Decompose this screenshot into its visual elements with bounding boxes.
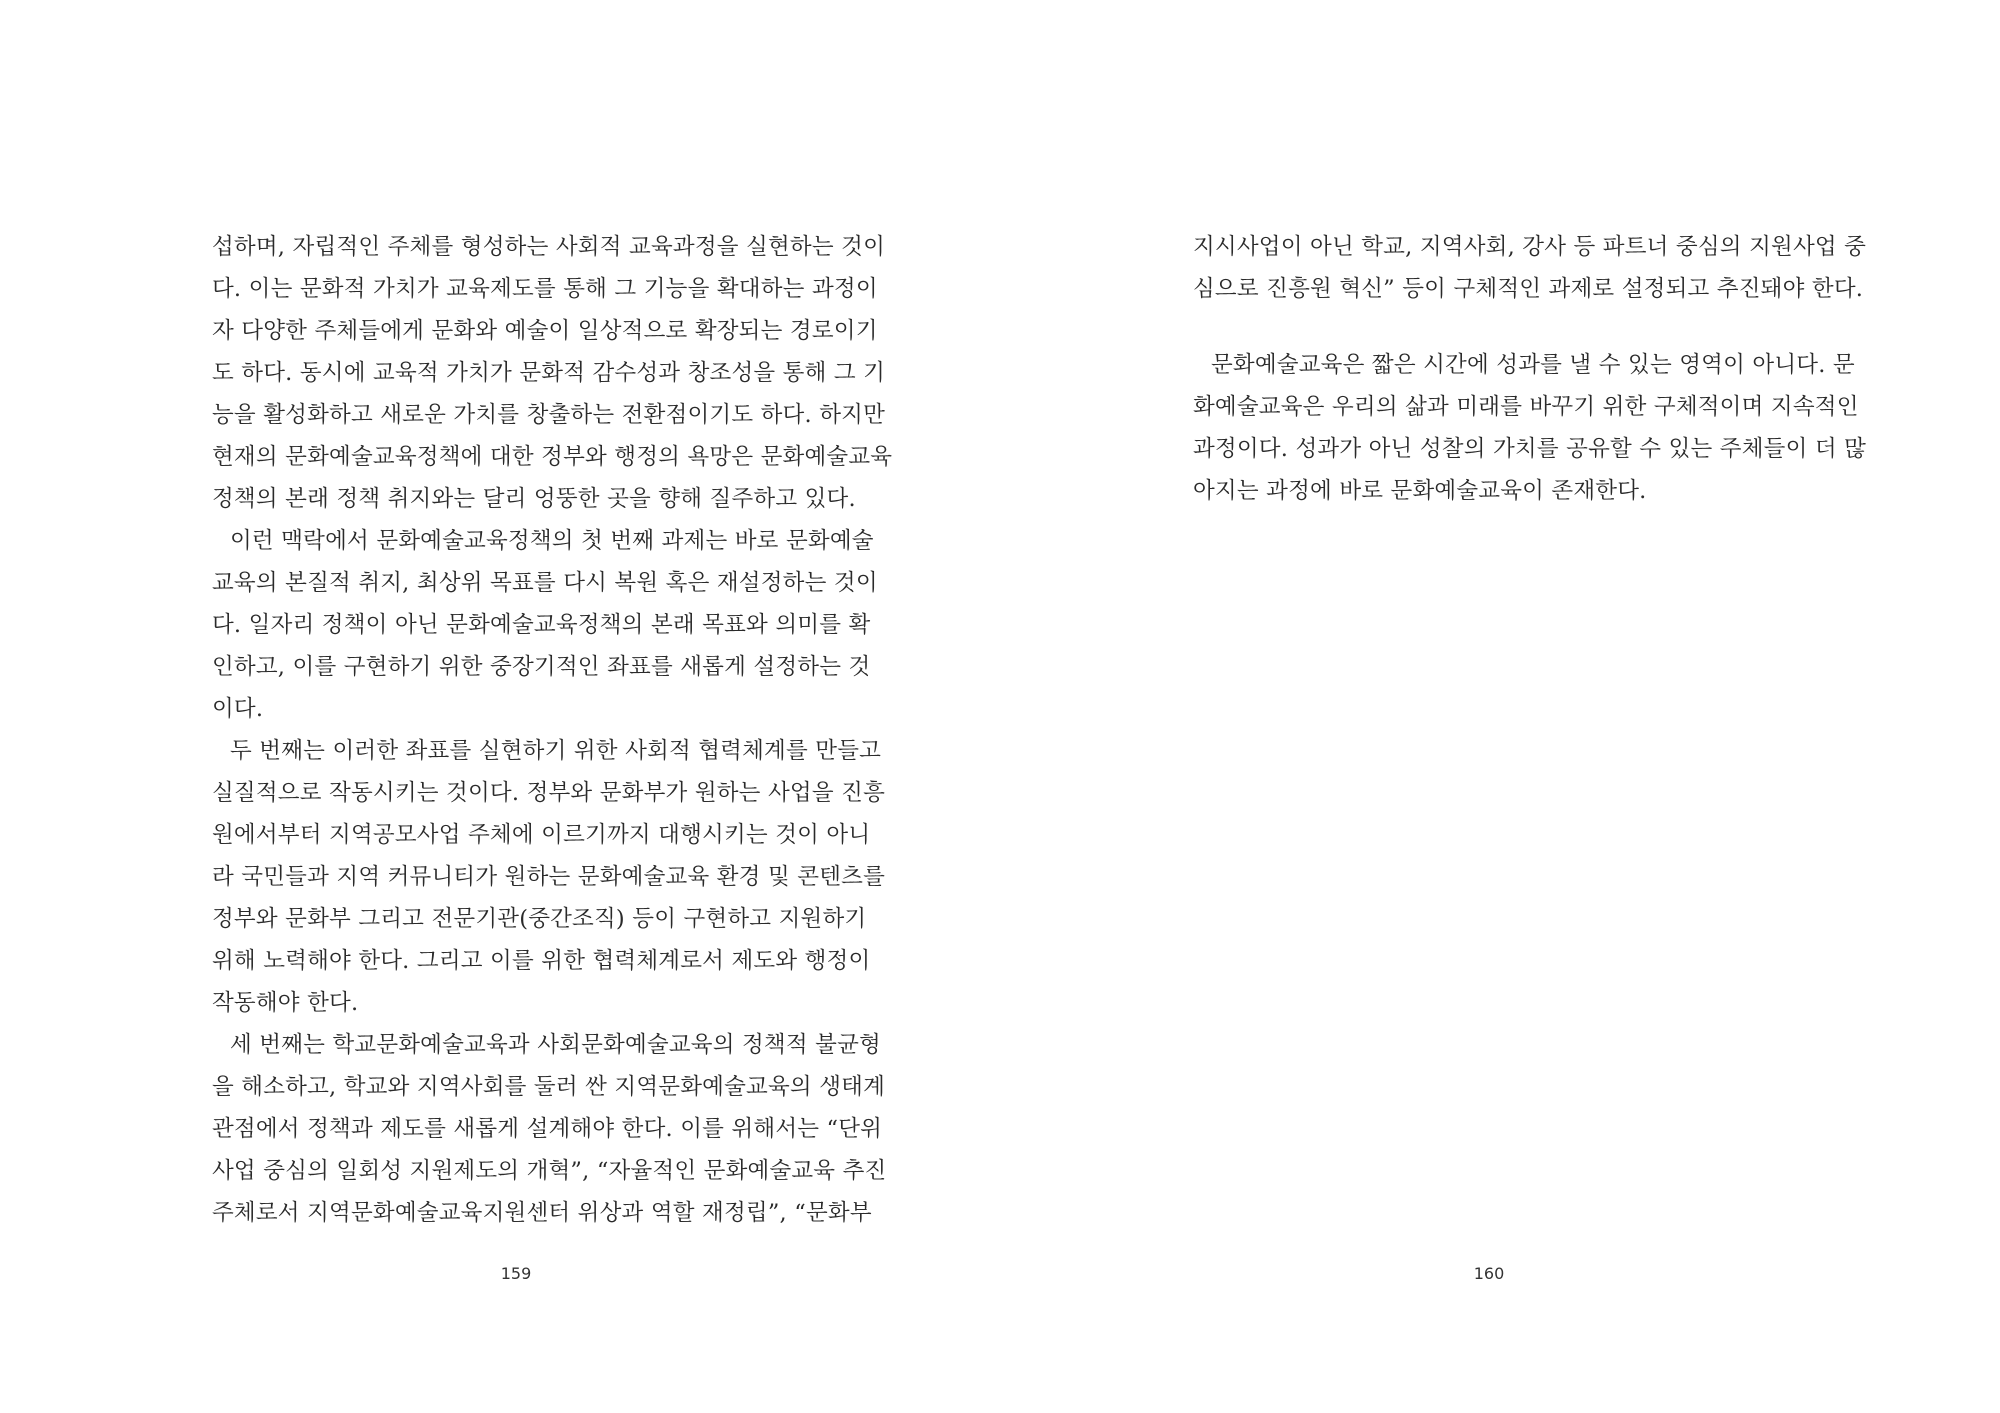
paragraph-first-line: 두 번째는 이러한 좌표를 실현하기 위한 사회적 협력체계를 만들고 <box>230 738 882 764</box>
body-text-line: 지시사업이 아닌 학교, 지역사회, 강사 등 파트너 중심의 지원사업 중 <box>1193 234 1867 260</box>
body-text-line: 섭하며, 자립적인 주체를 형성하는 사회적 교육과정을 실현하는 것이 <box>212 234 885 260</box>
body-text-line: 현재의 문화예술교육정책에 대한 정부와 행정의 욕망은 문화예술교육 <box>212 444 893 470</box>
body-text-line: 심으로 진흥원 혁신” 등이 구체적인 과제로 설정되고 추진돼야 한다. <box>1193 276 1864 302</box>
body-text-line: 과정이다. 성과가 아닌 성찰의 가치를 공유할 수 있는 주체들이 더 많 <box>1193 436 1867 462</box>
body-text-line: 정부와 문화부 그리고 전문기관(중간조직) 등이 구현하고 지원하기 <box>212 906 867 932</box>
body-text-line: 교육의 본질적 취지, 최상위 목표를 다시 복원 혹은 재설정하는 것이 <box>212 570 878 596</box>
body-text-line: 라 국민들과 지역 커뮤니티가 원하는 문화예술교육 환경 및 콘텐츠를 <box>212 864 885 890</box>
body-text-line: 사업 중심의 일회성 지원제도의 개혁”, “자율적인 문화예술교육 추진 <box>212 1158 887 1184</box>
body-text-line: 주체로서 지역문화예술교육지원센터 위상과 역할 재정립”, “문화부 <box>212 1200 872 1226</box>
body-text-line: 아지는 과정에 바로 문화예술교육이 존재한다. <box>1193 478 1647 504</box>
body-text-line: 능을 활성화하고 새로운 가치를 창출하는 전환점이기도 하다. 하지만 <box>212 402 885 428</box>
body-text-line: 도 하다. 동시에 교육적 가치가 문화적 감수성과 창조성을 통해 그 기 <box>212 360 886 386</box>
page-number: 160 <box>1473 1264 1505 1283</box>
body-text-line: 작동해야 한다. <box>212 990 359 1016</box>
right-page <box>1000 0 2000 1413</box>
body-text-line: 관점에서 정책과 제도를 새롭게 설계해야 한다. 이를 위해서는 “단위 <box>212 1116 883 1142</box>
body-text-line: 원에서부터 지역공모사업 주체에 이르기까지 대행시키는 것이 아니 <box>212 822 871 848</box>
body-text-line: 화예술교육은 우리의 삶과 미래를 바꾸기 위한 구체적이며 지속적인 <box>1193 394 1859 420</box>
body-text-line: 다. 이는 문화적 가치가 교육제도를 통해 그 기능을 확대하는 과정이 <box>212 276 878 302</box>
paragraph-first-line: 세 번째는 학교문화예술교육과 사회문화예술교육의 정책적 불균형 <box>230 1032 881 1058</box>
paragraph-first-line: 문화예술교육은 짧은 시간에 성과를 낼 수 있는 영역이 아니다. 문 <box>1211 352 1855 378</box>
body-text-line: 인하고, 이를 구현하기 위한 중장기적인 좌표를 새롭게 설정하는 것 <box>212 654 871 680</box>
body-text-line: 정책의 본래 정책 취지와는 달리 엉뚱한 곳을 향해 질주하고 있다. <box>212 486 856 512</box>
body-text-line: 위해 노력해야 한다. 그리고 이를 위한 협력체계로서 제도와 행정이 <box>212 948 871 974</box>
body-text-line: 이다. <box>212 696 264 722</box>
body-text-line: 실질적으로 작동시키는 것이다. 정부와 문화부가 원하는 사업을 진흥 <box>212 780 885 806</box>
page-number: 159 <box>500 1264 532 1283</box>
paragraph-first-line: 이런 맥락에서 문화예술교육정책의 첫 번째 과제는 바로 문화예술 <box>230 528 874 554</box>
body-text-line: 다. 일자리 정책이 아닌 문화예술교육정책의 본래 목표와 의미를 확 <box>212 612 871 638</box>
body-text-line: 을 해소하고, 학교와 지역사회를 둘러 싼 지역문화예술교육의 생태계 <box>212 1074 885 1100</box>
body-text-line: 자 다양한 주체들에게 문화와 예술이 일상적으로 확장되는 경로이기 <box>212 318 878 344</box>
